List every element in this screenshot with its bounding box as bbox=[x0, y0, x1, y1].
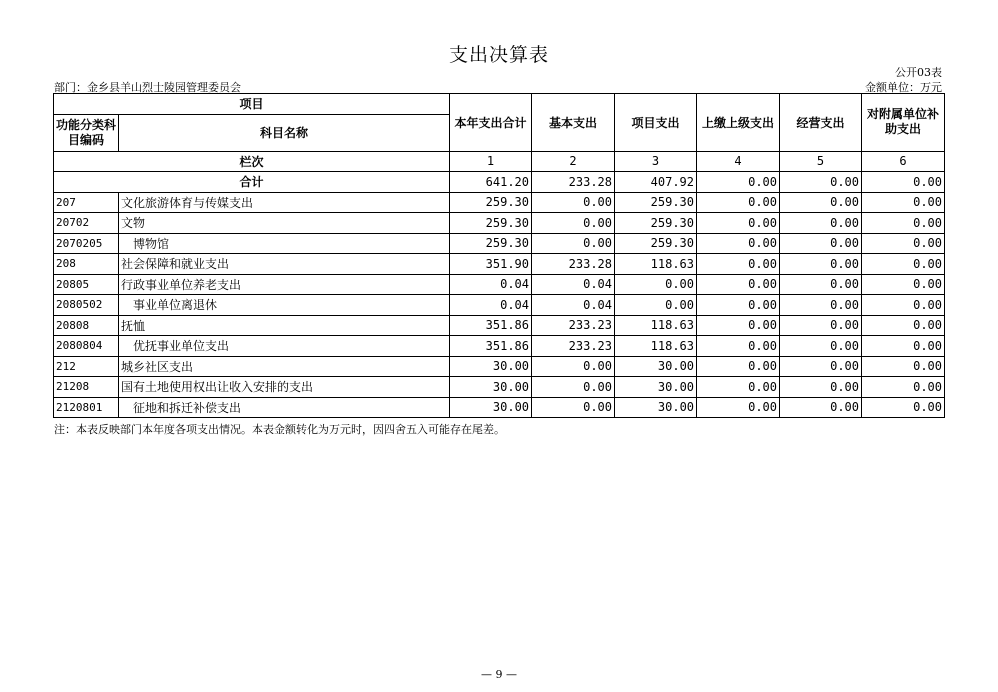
amount-cell: 0.00 bbox=[697, 336, 780, 357]
total-cell: 641.20 bbox=[450, 172, 532, 193]
amount-cell: 0.00 bbox=[862, 254, 945, 275]
amount-cell: 30.00 bbox=[450, 356, 532, 377]
amount-cell: 0.00 bbox=[697, 192, 780, 213]
table-row bbox=[54, 213, 945, 234]
subject-name-cell: 社会保障和就业支出 bbox=[119, 254, 450, 275]
amount-cell: 118.63 bbox=[615, 336, 697, 357]
subject-name-cell: 优抚事业单位支出 bbox=[119, 336, 450, 357]
subject-name-cell: 文化旅游体育与传媒支出 bbox=[119, 192, 450, 213]
amount-cell: 0.00 bbox=[780, 397, 862, 418]
amount-cell: 0.00 bbox=[780, 315, 862, 336]
total-label: 合计 bbox=[54, 172, 450, 193]
amount-cell: 233.23 bbox=[532, 315, 615, 336]
header-subject-name: 科目名称 bbox=[119, 114, 450, 151]
amount-cell: 0.00 bbox=[862, 213, 945, 234]
amount-cell: 0.00 bbox=[615, 295, 697, 316]
page-title: 支出决算表 bbox=[448, 44, 549, 66]
amount-cell: 0.00 bbox=[862, 356, 945, 377]
header-col-project: 项目支出 bbox=[615, 94, 697, 152]
form-number: 公开03表 bbox=[895, 66, 942, 79]
index-cell: 6 bbox=[862, 151, 945, 172]
function-code-cell: 2080502 bbox=[54, 295, 119, 316]
table-row bbox=[54, 397, 945, 418]
function-code-cell: 20805 bbox=[54, 274, 119, 295]
amount-cell: 0.00 bbox=[697, 213, 780, 234]
amount-cell: 0.00 bbox=[532, 356, 615, 377]
amount-cell: 259.30 bbox=[615, 213, 697, 234]
amount-cell: 0.00 bbox=[697, 295, 780, 316]
amount-cell: 0.00 bbox=[697, 274, 780, 295]
amount-cell: 118.63 bbox=[615, 315, 697, 336]
header-project: 项目 bbox=[54, 94, 450, 115]
subject-name-cell: 征地和拆迁补偿支出 bbox=[119, 397, 450, 418]
page-number: — 9 — bbox=[481, 668, 517, 681]
table-row bbox=[54, 336, 945, 357]
header-col-business: 经营支出 bbox=[780, 94, 862, 152]
amount-cell: 0.00 bbox=[780, 192, 862, 213]
amount-cell: 0.00 bbox=[615, 274, 697, 295]
footnote: 注：本表反映部门本年度各项支出情况。本表金额转化为万元时，因四舍五入可能存在尾差。 bbox=[54, 423, 505, 436]
amount-cell: 0.00 bbox=[780, 254, 862, 275]
subject-name-cell: 博物馆 bbox=[119, 233, 450, 254]
expenditure-table bbox=[53, 93, 945, 418]
table-row bbox=[54, 356, 945, 377]
header-col-upper: 上缴上级支出 bbox=[697, 94, 780, 152]
total-cell: 0.00 bbox=[862, 172, 945, 193]
amount-cell: 0.00 bbox=[862, 336, 945, 357]
amount-cell: 0.00 bbox=[780, 336, 862, 357]
subject-name-cell: 抚恤 bbox=[119, 315, 450, 336]
amount-cell: 233.28 bbox=[532, 254, 615, 275]
amount-cell: 0.00 bbox=[862, 274, 945, 295]
amount-cell: 0.00 bbox=[780, 274, 862, 295]
amount-cell: 0.00 bbox=[532, 213, 615, 234]
amount-cell: 0.04 bbox=[450, 274, 532, 295]
amount-cell: 0.00 bbox=[780, 377, 862, 398]
amount-cell: 351.86 bbox=[450, 336, 532, 357]
amount-cell: 0.00 bbox=[697, 233, 780, 254]
department-label: 部门：金乡县羊山烈士陵园管理委员会 bbox=[54, 81, 241, 94]
amount-cell: 118.63 bbox=[615, 254, 697, 275]
function-code-cell: 20808 bbox=[54, 315, 119, 336]
index-cell: 3 bbox=[615, 151, 697, 172]
amount-cell: 0.00 bbox=[862, 315, 945, 336]
index-row bbox=[54, 151, 945, 172]
total-cell: 407.92 bbox=[615, 172, 697, 193]
amount-cell: 259.30 bbox=[450, 233, 532, 254]
amount-cell: 0.00 bbox=[862, 295, 945, 316]
amount-cell: 259.30 bbox=[615, 233, 697, 254]
amount-cell: 0.00 bbox=[532, 192, 615, 213]
subject-name-cell: 国有土地使用权出让收入安排的支出 bbox=[119, 377, 450, 398]
amount-cell: 0.00 bbox=[697, 397, 780, 418]
amount-cell: 30.00 bbox=[450, 397, 532, 418]
amount-cell: 0.04 bbox=[532, 274, 615, 295]
amount-cell: 0.00 bbox=[780, 356, 862, 377]
index-cell: 1 bbox=[450, 151, 532, 172]
amount-cell: 0.00 bbox=[532, 233, 615, 254]
amount-cell: 0.00 bbox=[697, 315, 780, 336]
header-col-basic: 基本支出 bbox=[532, 94, 615, 152]
table-row bbox=[54, 315, 945, 336]
function-code-cell: 21208 bbox=[54, 377, 119, 398]
subject-name-cell: 行政事业单位养老支出 bbox=[119, 274, 450, 295]
amount-cell: 259.30 bbox=[450, 192, 532, 213]
amount-cell: 0.00 bbox=[697, 254, 780, 275]
index-cell: 4 bbox=[697, 151, 780, 172]
table-row bbox=[54, 233, 945, 254]
table-row bbox=[54, 254, 945, 275]
amount-cell: 0.00 bbox=[697, 377, 780, 398]
function-code-cell: 2070205 bbox=[54, 233, 119, 254]
amount-cell: 351.90 bbox=[450, 254, 532, 275]
amount-cell: 30.00 bbox=[615, 397, 697, 418]
amount-cell: 30.00 bbox=[615, 377, 697, 398]
amount-cell: 0.00 bbox=[780, 295, 862, 316]
subject-name-cell: 文物 bbox=[119, 213, 450, 234]
function-code-cell: 207 bbox=[54, 192, 119, 213]
amount-unit-label: 金额单位：万元 bbox=[865, 81, 942, 94]
amount-cell: 259.30 bbox=[615, 192, 697, 213]
amount-cell: 0.00 bbox=[780, 233, 862, 254]
function-code-cell: 20702 bbox=[54, 213, 119, 234]
total-cell: 0.00 bbox=[697, 172, 780, 193]
amount-cell: 0.00 bbox=[697, 356, 780, 377]
index-cell: 2 bbox=[532, 151, 615, 172]
function-code-cell: 212 bbox=[54, 356, 119, 377]
amount-cell: 0.00 bbox=[862, 192, 945, 213]
amount-cell: 0.04 bbox=[532, 295, 615, 316]
table-row bbox=[54, 295, 945, 316]
header-func-code: 功能分类科目编码 bbox=[54, 114, 119, 151]
table-row bbox=[54, 274, 945, 295]
index-cell: 5 bbox=[780, 151, 862, 172]
function-code-cell: 208 bbox=[54, 254, 119, 275]
subject-name-cell: 城乡社区支出 bbox=[119, 356, 450, 377]
total-cell: 0.00 bbox=[780, 172, 862, 193]
amount-cell: 259.30 bbox=[450, 213, 532, 234]
amount-cell: 30.00 bbox=[450, 377, 532, 398]
total-cell: 233.28 bbox=[532, 172, 615, 193]
table-row bbox=[54, 377, 945, 398]
amount-cell: 30.00 bbox=[615, 356, 697, 377]
amount-cell: 0.04 bbox=[450, 295, 532, 316]
amount-cell: 0.00 bbox=[532, 397, 615, 418]
amount-cell: 0.00 bbox=[532, 377, 615, 398]
header-col-subsidy: 对附属单位补助支出 bbox=[862, 94, 945, 152]
function-code-cell: 2080804 bbox=[54, 336, 119, 357]
amount-cell: 0.00 bbox=[780, 213, 862, 234]
amount-cell: 0.00 bbox=[862, 397, 945, 418]
function-code-cell: 2120801 bbox=[54, 397, 119, 418]
header-row-project bbox=[54, 94, 945, 115]
subject-name-cell: 事业单位离退休 bbox=[119, 295, 450, 316]
amount-cell: 0.00 bbox=[862, 233, 945, 254]
amount-cell: 233.23 bbox=[532, 336, 615, 357]
table-row bbox=[54, 192, 945, 213]
amount-cell: 0.00 bbox=[862, 377, 945, 398]
amount-cell: 351.86 bbox=[450, 315, 532, 336]
index-label: 栏次 bbox=[54, 151, 450, 172]
header-col-total: 本年支出合计 bbox=[450, 94, 532, 152]
total-row bbox=[54, 172, 945, 193]
